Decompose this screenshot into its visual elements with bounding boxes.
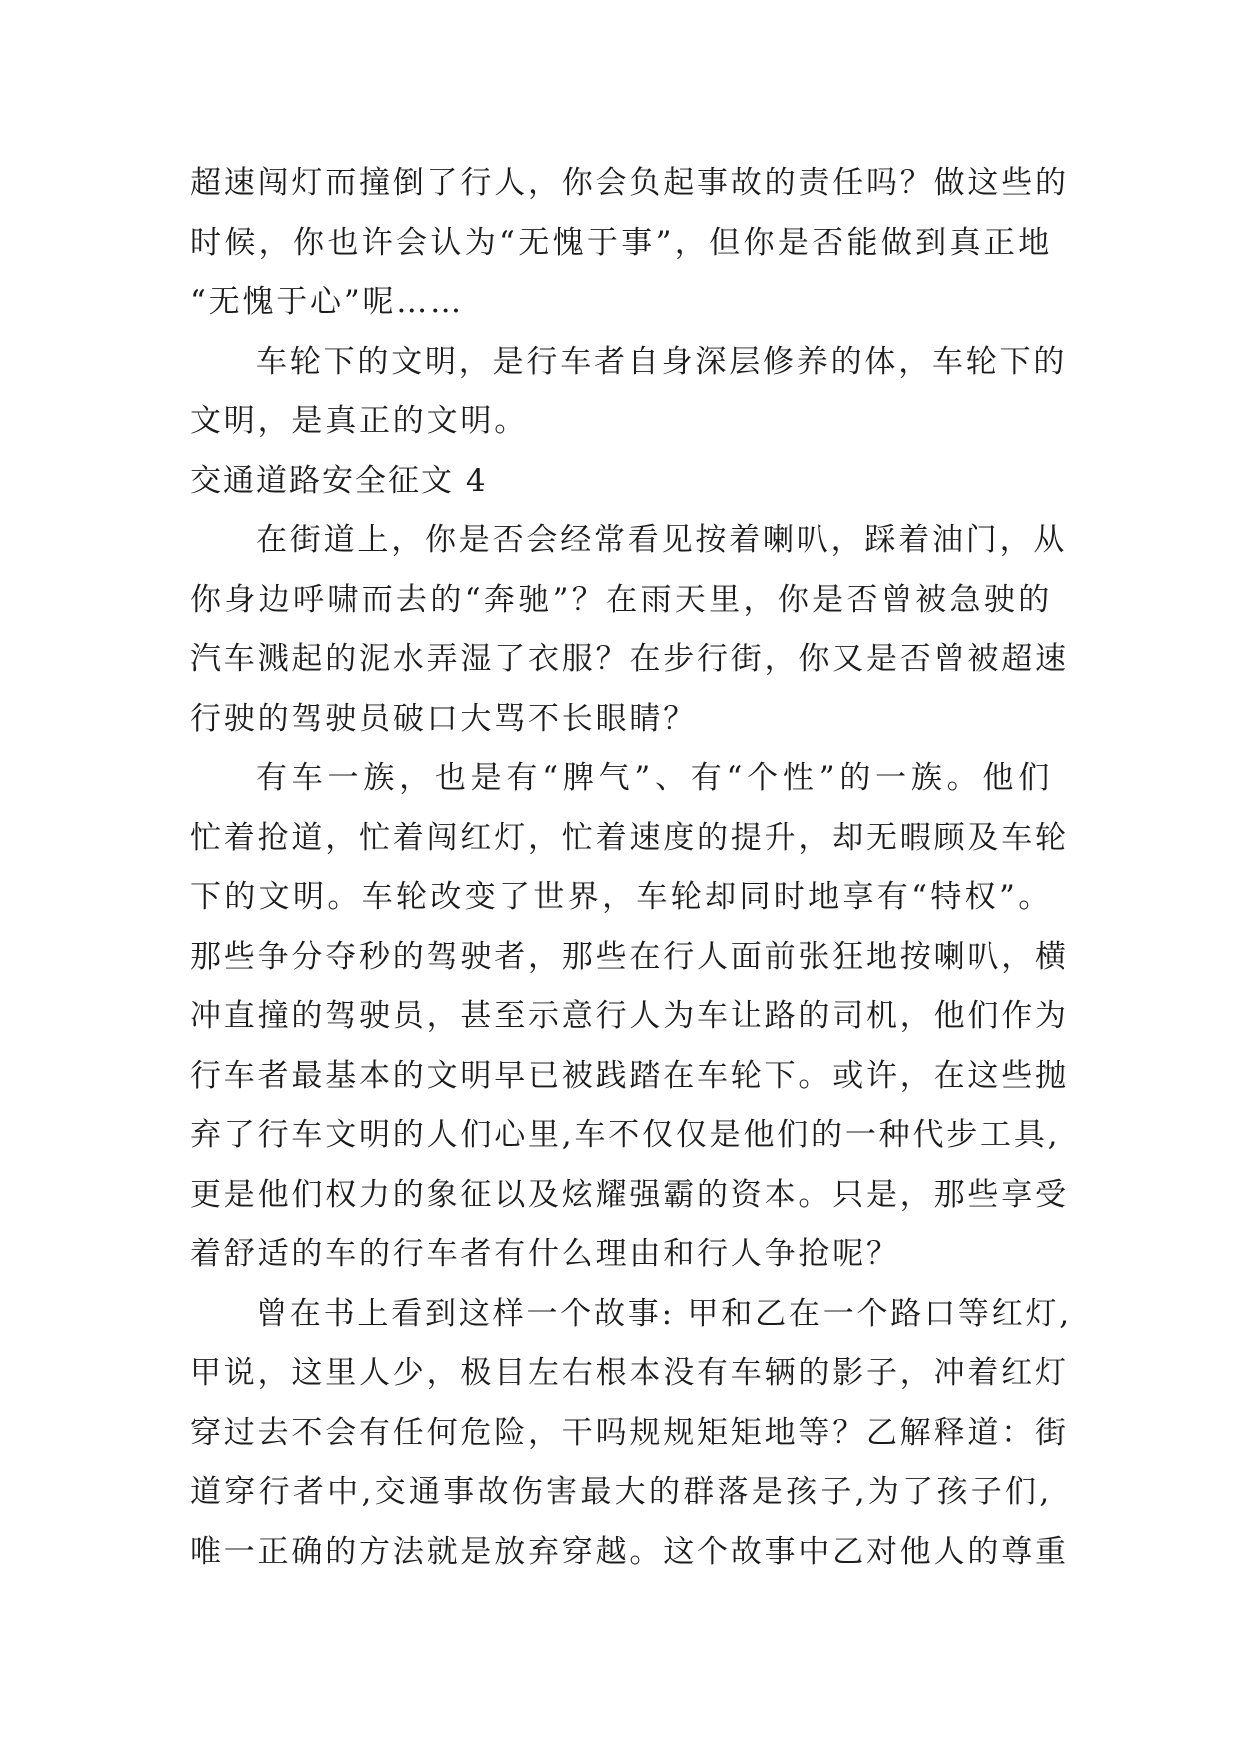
text-line: 你身边呼啸而去的“奔驰”？在雨天里，你是否曾被急驶的 bbox=[190, 581, 1052, 618]
text-line: 超速闯灯而撞倒了行人，你会负起事故的责任吗？做这些的 bbox=[190, 165, 1069, 201]
text-line: 行驶的驾驶员破口大骂不长眼睛？ bbox=[190, 700, 697, 737]
paragraph-start-line: 曾在书上看到这样一个故事: 甲和乙在一个路口等红灯, bbox=[256, 1295, 1072, 1332]
text-line: 汽车溅起的泥水弄湿了衣服？在步行街，你又是否曾被超速 bbox=[190, 641, 1069, 677]
text-line: 忙着抢道，忙着闯红灯，忙着速度的提升，却无暇顾及车轮 bbox=[190, 819, 1069, 856]
text-line: 那些争分夺秒的驾驶者，那些在行人面前张狂地按喇叭，横 bbox=[190, 938, 1069, 975]
section-heading: 交通道路安全征文 4 bbox=[190, 462, 488, 499]
text-line: 文明，是真正的文明。 bbox=[190, 403, 528, 439]
text-line: 更是他们权力的象征以及炫耀强霸的资本。只是，那些享受 bbox=[190, 1176, 1069, 1213]
text-line: 着舒适的车的行车者有什么理由和行人争抢呢？ bbox=[190, 1236, 900, 1272]
text-line: 唯一正确的方法就是放弃穿越。这个故事中乙对他人的尊重 bbox=[190, 1533, 1069, 1570]
paragraph-start-line: 有车一族，也是有“脾气”、有“个性”的一族。他们 bbox=[256, 760, 1052, 796]
text-line: 穿过去不会有任何危险，干吗规规矩矩地等？乙解释道：街 bbox=[190, 1414, 1069, 1451]
text-line: 道穿行者中,交通事故伤害最大的群落是孩子,为了孩子们, bbox=[190, 1474, 1052, 1510]
document-body bbox=[190, 154, 1072, 1582]
text-line: 甲说，这里人少，极目左右根本没有车辆的影子，冲着红灯 bbox=[190, 1355, 1069, 1391]
text-line: 弃了行车文明的人们心里,车不仅仅是他们的一种代步工具, bbox=[190, 1117, 1061, 1153]
text-line: 行车者最基本的文明早已被践踏在车轮下。或许，在这些抛 bbox=[190, 1057, 1069, 1094]
paragraph-start-line: 在街道上，你是否会经常看见按着喇叭，踩着油门，从 bbox=[256, 522, 1068, 558]
text-line: 时候，你也许会认为“无愧于事”，但你是否能做到真正地 bbox=[190, 224, 1052, 261]
text-line: 冲直撞的驾驶员，甚至示意行人为车让路的司机，他们作为 bbox=[190, 998, 1069, 1034]
text-line: 下的文明。车轮改变了世界，车轮却同时地享有“特权”。 bbox=[190, 879, 1052, 915]
text-line: “无愧于心”呢…… bbox=[190, 284, 464, 320]
paragraph-start-line: 车轮下的文明，是行车者自身深层修养的体，车轮下的 bbox=[256, 343, 1068, 380]
